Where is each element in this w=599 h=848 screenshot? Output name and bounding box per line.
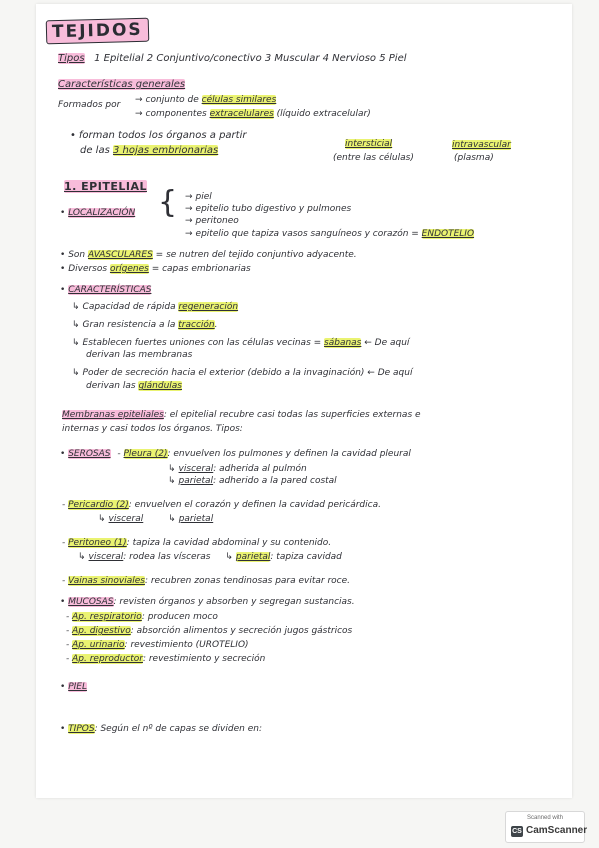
ap-digestivo: - Ap. digestivo: absorción alimentos y secreción jugos gástricos	[66, 626, 353, 636]
intravascular-sub: (plasma)	[454, 153, 494, 163]
forman-line-1: • forman todos los órganos a partir	[70, 130, 247, 141]
tipos-line	[58, 53, 407, 64]
bullet-icon: •	[60, 264, 66, 274]
formados-item-1: → conjunto de células similares	[135, 95, 277, 105]
loc-item-peritoneo: → peritoneo	[185, 216, 239, 226]
bullet-icon: •	[60, 724, 66, 734]
camscanner-badge	[505, 811, 588, 843]
car-item-uniones: ↳ Establecen fuertes uniones con las células vecinas = sábanas ← De aquí	[72, 338, 410, 348]
ap-respiratorio: - Ap. respiratorio: producen moco	[66, 612, 218, 622]
loc-item-vasos: → epitelio que tapiza vasos sanguíneos y corazón = ENDOTELIO	[185, 229, 475, 239]
arrow-icon: →	[185, 192, 193, 202]
bullet-icon: •	[60, 449, 66, 459]
tipos-items: 1 Epitelial 2 Conjuntivo/conectivo 3 Muscular 4 Nervioso 5 Piel	[94, 53, 407, 64]
bullet-icon: •	[70, 130, 76, 141]
loc-item-piel: → piel	[185, 192, 212, 202]
car-item-secrecion: ↳ Poder de secreción hacia el exterior (debido a la invaginación) ← De aquí	[72, 368, 413, 378]
brace-icon: {	[158, 185, 178, 220]
intersticial-sub: (entre las células)	[333, 153, 414, 163]
membranas-heading: Membranas epiteliales	[62, 410, 164, 420]
serosas-line: • SEROSAS - Pleura (2): envuelven los pulmones y definen la cavidad pleural	[60, 449, 411, 459]
arrow-icon: →	[185, 229, 193, 239]
avasculares-line: • Son AVASCULARES = se nutren del tejido conjuntivo adyacente.	[60, 250, 357, 260]
loc-item-digestivo: → epitelio tubo digestivo y pulmones	[185, 204, 352, 214]
arrow-icon: →	[135, 95, 143, 105]
membranas-intro-2: internas y casi todos los órganos. Tipos:	[62, 424, 243, 434]
arrow-icon: ↳	[168, 476, 176, 486]
arrow-icon: ↳	[168, 464, 176, 474]
arrow-icon: →	[185, 216, 193, 226]
pleura-visceral: ↳ visceral: adherida al pulmón	[168, 464, 307, 474]
caract-generales-heading: Características generales	[58, 79, 186, 90]
arrow-icon: ↳	[98, 514, 106, 524]
ap-reproductor: - Ap. reproductor: revestimiento y secreción	[66, 654, 266, 664]
car-cont-glandulas: derivan las glándulas	[86, 381, 182, 391]
epitelial-heading: 1. EPITELIAL	[64, 180, 147, 193]
endotelio-term: ENDOTELIO	[421, 229, 475, 239]
arrow-icon: ↳	[72, 320, 80, 330]
localizacion-label: • LOCALIZACIÓN	[60, 208, 136, 218]
peritoneo-sub: ↳ visceral: rodea las vísceras ↳ parietal: tapiza cavidad	[78, 552, 342, 562]
peritoneo-line: - Peritoneo (1): tapiza la cavidad abdominal y su contenido.	[62, 538, 332, 548]
formados-item-2: → componentes extracelulares (líquido extracelular)	[135, 109, 371, 119]
caracteristicas-label: • CARACTERÍSTICAS	[60, 285, 152, 295]
bullet-icon: •	[60, 682, 66, 692]
forman-line-2: de las 3 hojas embrionarias	[80, 145, 219, 156]
page-title: TEJIDOS	[46, 18, 149, 45]
arrow-icon: →	[185, 204, 193, 214]
arrow-icon: ↳	[72, 338, 80, 348]
pleura-parietal: ↳ parietal: adherido a la pared costal	[168, 476, 337, 486]
pericardio-line: - Pericardio (2): envuelven el corazón y definen la cavidad pericárdica.	[62, 500, 381, 510]
arrow-icon: ↳	[225, 552, 233, 562]
car-item-traccion: ↳ Gran resistencia a la tracción.	[72, 320, 218, 330]
arrow-icon: ↳	[72, 368, 80, 378]
intersticial-label: intersticial	[345, 139, 393, 149]
ap-urinario: - Ap. urinario: revestimiento (UROTELIO)	[66, 640, 249, 650]
camscanner-name: CamScanner	[526, 825, 588, 836]
arrow-icon: ↳	[168, 514, 176, 524]
intravascular-label: intravascular	[452, 140, 511, 150]
formados-por-label: Formados por	[58, 100, 121, 110]
camscanner-logo-icon: CS	[512, 828, 522, 835]
arrow-icon: →	[135, 109, 143, 119]
bullet-icon: •	[60, 285, 66, 295]
arrow-icon: ↳	[78, 552, 86, 562]
tipos-label: Tipos	[58, 53, 85, 64]
piel-line: • PIEL	[60, 682, 87, 692]
origenes-line: • Diversos orígenes = capas embrionarias	[60, 264, 251, 274]
car-item-regeneracion: ↳ Capacidad de rápida regeneración	[72, 302, 239, 312]
bullet-icon: •	[60, 250, 66, 260]
arrow-icon: ↳	[72, 302, 80, 312]
tipos-piel-line: • TIPOS: Según el nº de capas se dividen en:	[60, 724, 262, 734]
mucosas-line: • MUCOSAS: revisten órganos y absorben y segregan sustancias.	[60, 597, 355, 607]
car-cont-membranas: derivan las membranas	[86, 350, 193, 360]
scanned-with-label: Scanned with	[526, 815, 564, 821]
bullet-icon: •	[60, 208, 66, 218]
pericardio-sub: ↳ visceral ↳ parietal	[98, 514, 214, 524]
vainas-line: - Vainas sinoviales: recubren zonas tendinosas para evitar roce.	[62, 576, 351, 586]
membranas-intro-1: Membranas epiteliales: el epitelial recubre casi todas las superficies externas e	[62, 410, 421, 420]
notebook-page	[36, 4, 572, 798]
bullet-icon: •	[60, 597, 66, 607]
